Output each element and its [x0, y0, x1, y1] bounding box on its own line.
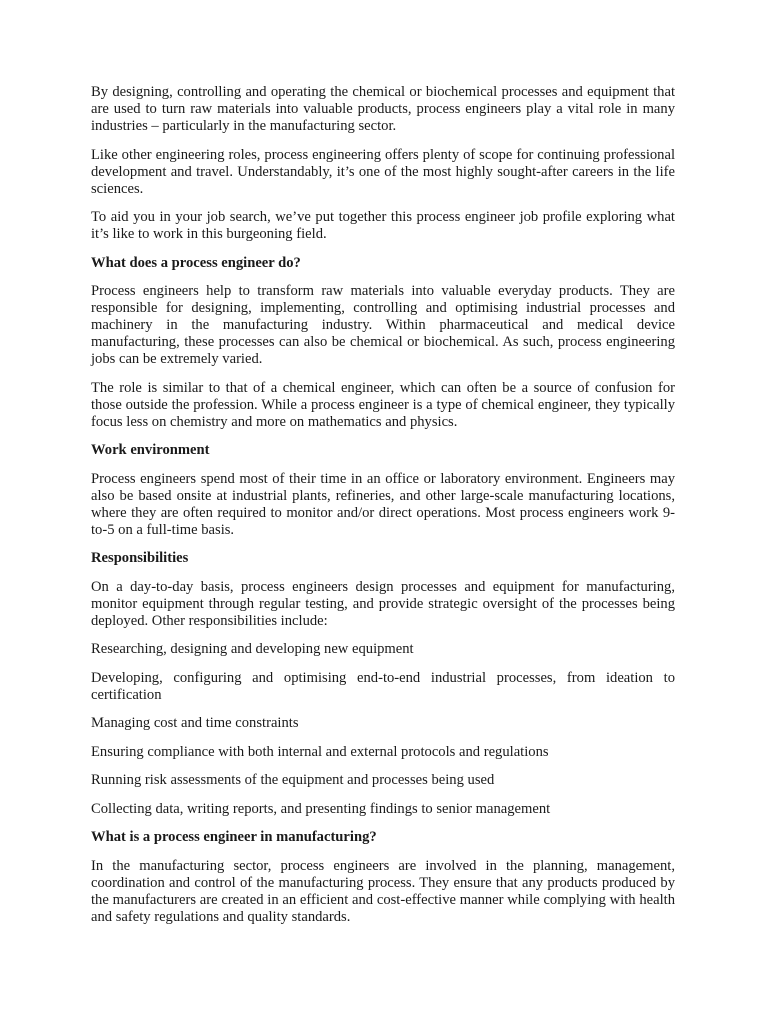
section1-paragraph-2: The role is similar to that of a chemical engineer, which can often be a source of confusion for those outside the profession. While a process engineer is a type of chemical engineer, they typically focus less on chemistry and more on mathematics and physics. [91, 379, 675, 430]
responsibility-item: Researching, designing and developing new equipment [91, 641, 414, 657]
responsibility-item: Developing, configuring and optimising end-to-end industrial processes, from ideation to certification [91, 669, 675, 703]
section-heading-manufacturing: What is a process engineer in manufacturing? [91, 829, 377, 845]
section1-paragraph-1: Process engineers help to transform raw materials into valuable everyday products. They are responsible for designing, implementing, controlling and optimising industrial processes and machinery in the manufacturing industry. Within pharmaceutical and medical device manufacturing, these processes can also be chemical or biochemical. As such, process engineering jobs can be extremely varied. [91, 283, 675, 367]
responsibility-item: Collecting data, writing reports, and presenting findings to senior management [91, 800, 551, 817]
intro-paragraph-3: To aid you in your job search, we’ve put together this process engineer job profile exploring what it’s like to work in this burgeoning field. [91, 209, 675, 242]
responsibilities-intro: On a day-to-day basis, process engineers design processes and equipment for manufacturing, monitor equipment through regular testing, and provide strategic oversight of the processes being deployed. Other responsibilities include: [91, 578, 675, 629]
responsibility-item: Ensuring compliance with both internal and external protocols and regulations [91, 743, 549, 760]
responsibility-item: Managing cost and time constraints [91, 715, 299, 731]
section2-paragraph-1: Process engineers spend most of their time in an office or laboratory environment. Engineers may also be based onsite at industrial plants, refineries, and other large-scale manufacturing locations, where they are often required to monitor and/or direct operations. Most process engineers work 9-to-5 on a full-time basis. [91, 470, 675, 538]
responsibility-item: Running risk assessments of the equipment and processes being used [91, 772, 495, 788]
document-page [91, 84, 675, 937]
section-heading-work-environment: Work environment [91, 442, 210, 458]
section-heading-responsibilities: Responsibilities [91, 550, 189, 566]
section4-paragraph-1: In the manufacturing sector, process engineers are involved in the planning, management, coordination and control of the manufacturing process. They ensure that any products produced by the manufacturers are created in an efficient and cost-effective manner while complying with health and safety regulations and quality standards. [91, 857, 675, 925]
intro-paragraph-2: Like other engineering roles, process engineering offers plenty of scope for continuing professional development and travel. Understandably, it’s one of the most highly sought-after careers in the life sciences. [91, 146, 675, 197]
section-heading-what-does: What does a process engineer do? [91, 254, 301, 271]
intro-paragraph-1: By designing, controlling and operating the chemical or biochemical processes and equipment that are used to turn raw materials into valuable products, process engineers play a vital role in many industries – particularly in the manufacturing sector. [91, 84, 675, 134]
